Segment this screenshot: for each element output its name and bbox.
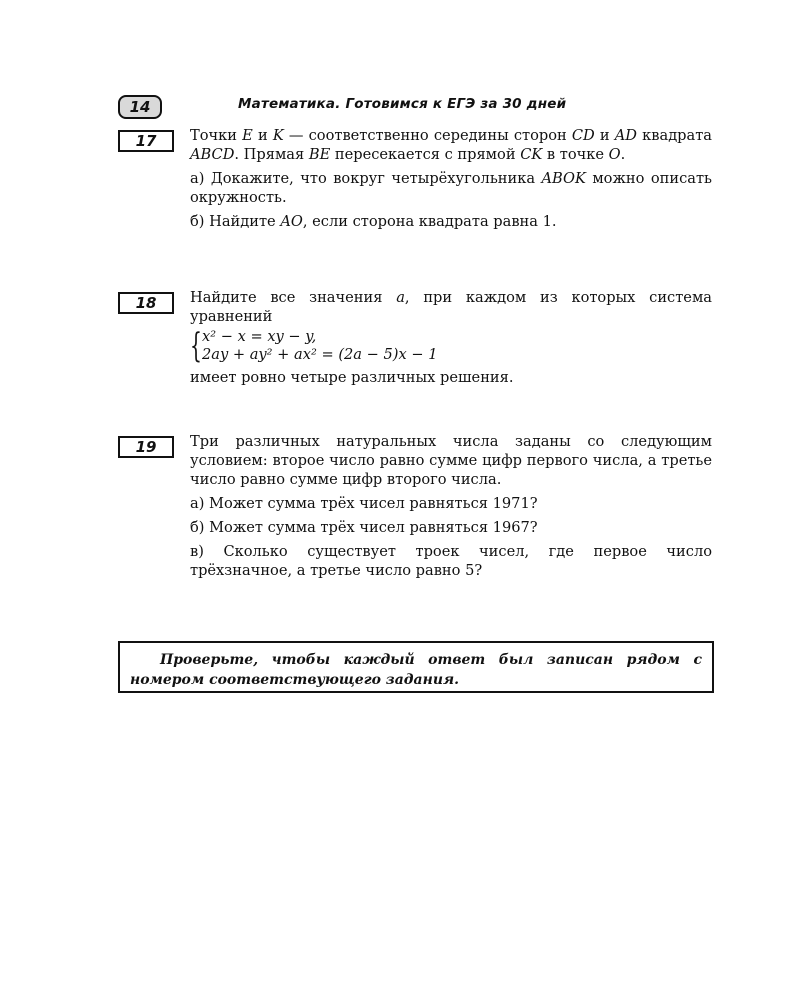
task-body <box>190 288 712 392</box>
equation-system <box>190 328 712 364</box>
task-body <box>190 126 712 236</box>
task-number: 17 <box>118 130 174 152</box>
task-statement-end: имеет ровно четыре различных решения. <box>190 369 514 386</box>
task-statement: Найдите все значения a, при каждом из которых система уравнений <box>190 289 712 325</box>
answer-notice: Проверьте, чтобы каждый ответ был записан рядом с номером соответствующего задания. <box>118 641 714 693</box>
task-part-c: в) Сколько существует троек чисел, где первое число трёхзначное, а третье число равно 5? <box>190 543 712 579</box>
task-part-a: а) Может сумма трёх чисел равняться 1971? <box>190 495 538 512</box>
page-number: 14 <box>118 95 162 119</box>
task-part-b: б) Может сумма трёх чисел равняться 1967? <box>190 519 538 536</box>
task-statement: Три различных натуральных числа заданы со следующим условием: второе число равно сумме цифр первого числа, а третье число равно сумме цифр второго числа. <box>190 433 712 488</box>
equation-1: x² − x = xy − y, <box>202 328 317 345</box>
task-body <box>190 432 712 585</box>
system-brace: { <box>190 326 202 366</box>
task-number: 18 <box>118 292 174 314</box>
running-header: Математика. Готовимся к ЕГЭ за 30 дней <box>238 96 567 112</box>
task-statement: Точки E и K — соответственно середины сторон CD и AD квадрата ABCD. Прямая BE пересекается с прямой CK в точке O. <box>190 127 712 163</box>
task-number: 19 <box>118 436 174 458</box>
task-part-b: б) Найдите AO, если сторона квадрата равна 1. <box>190 213 557 230</box>
equation-2: 2ay + ay² + ax² = (2a − 5)x − 1 <box>202 346 438 363</box>
task-part-a: а) Докажите, что вокруг четырёхугольника ABOK можно описать окружность. <box>190 170 712 206</box>
